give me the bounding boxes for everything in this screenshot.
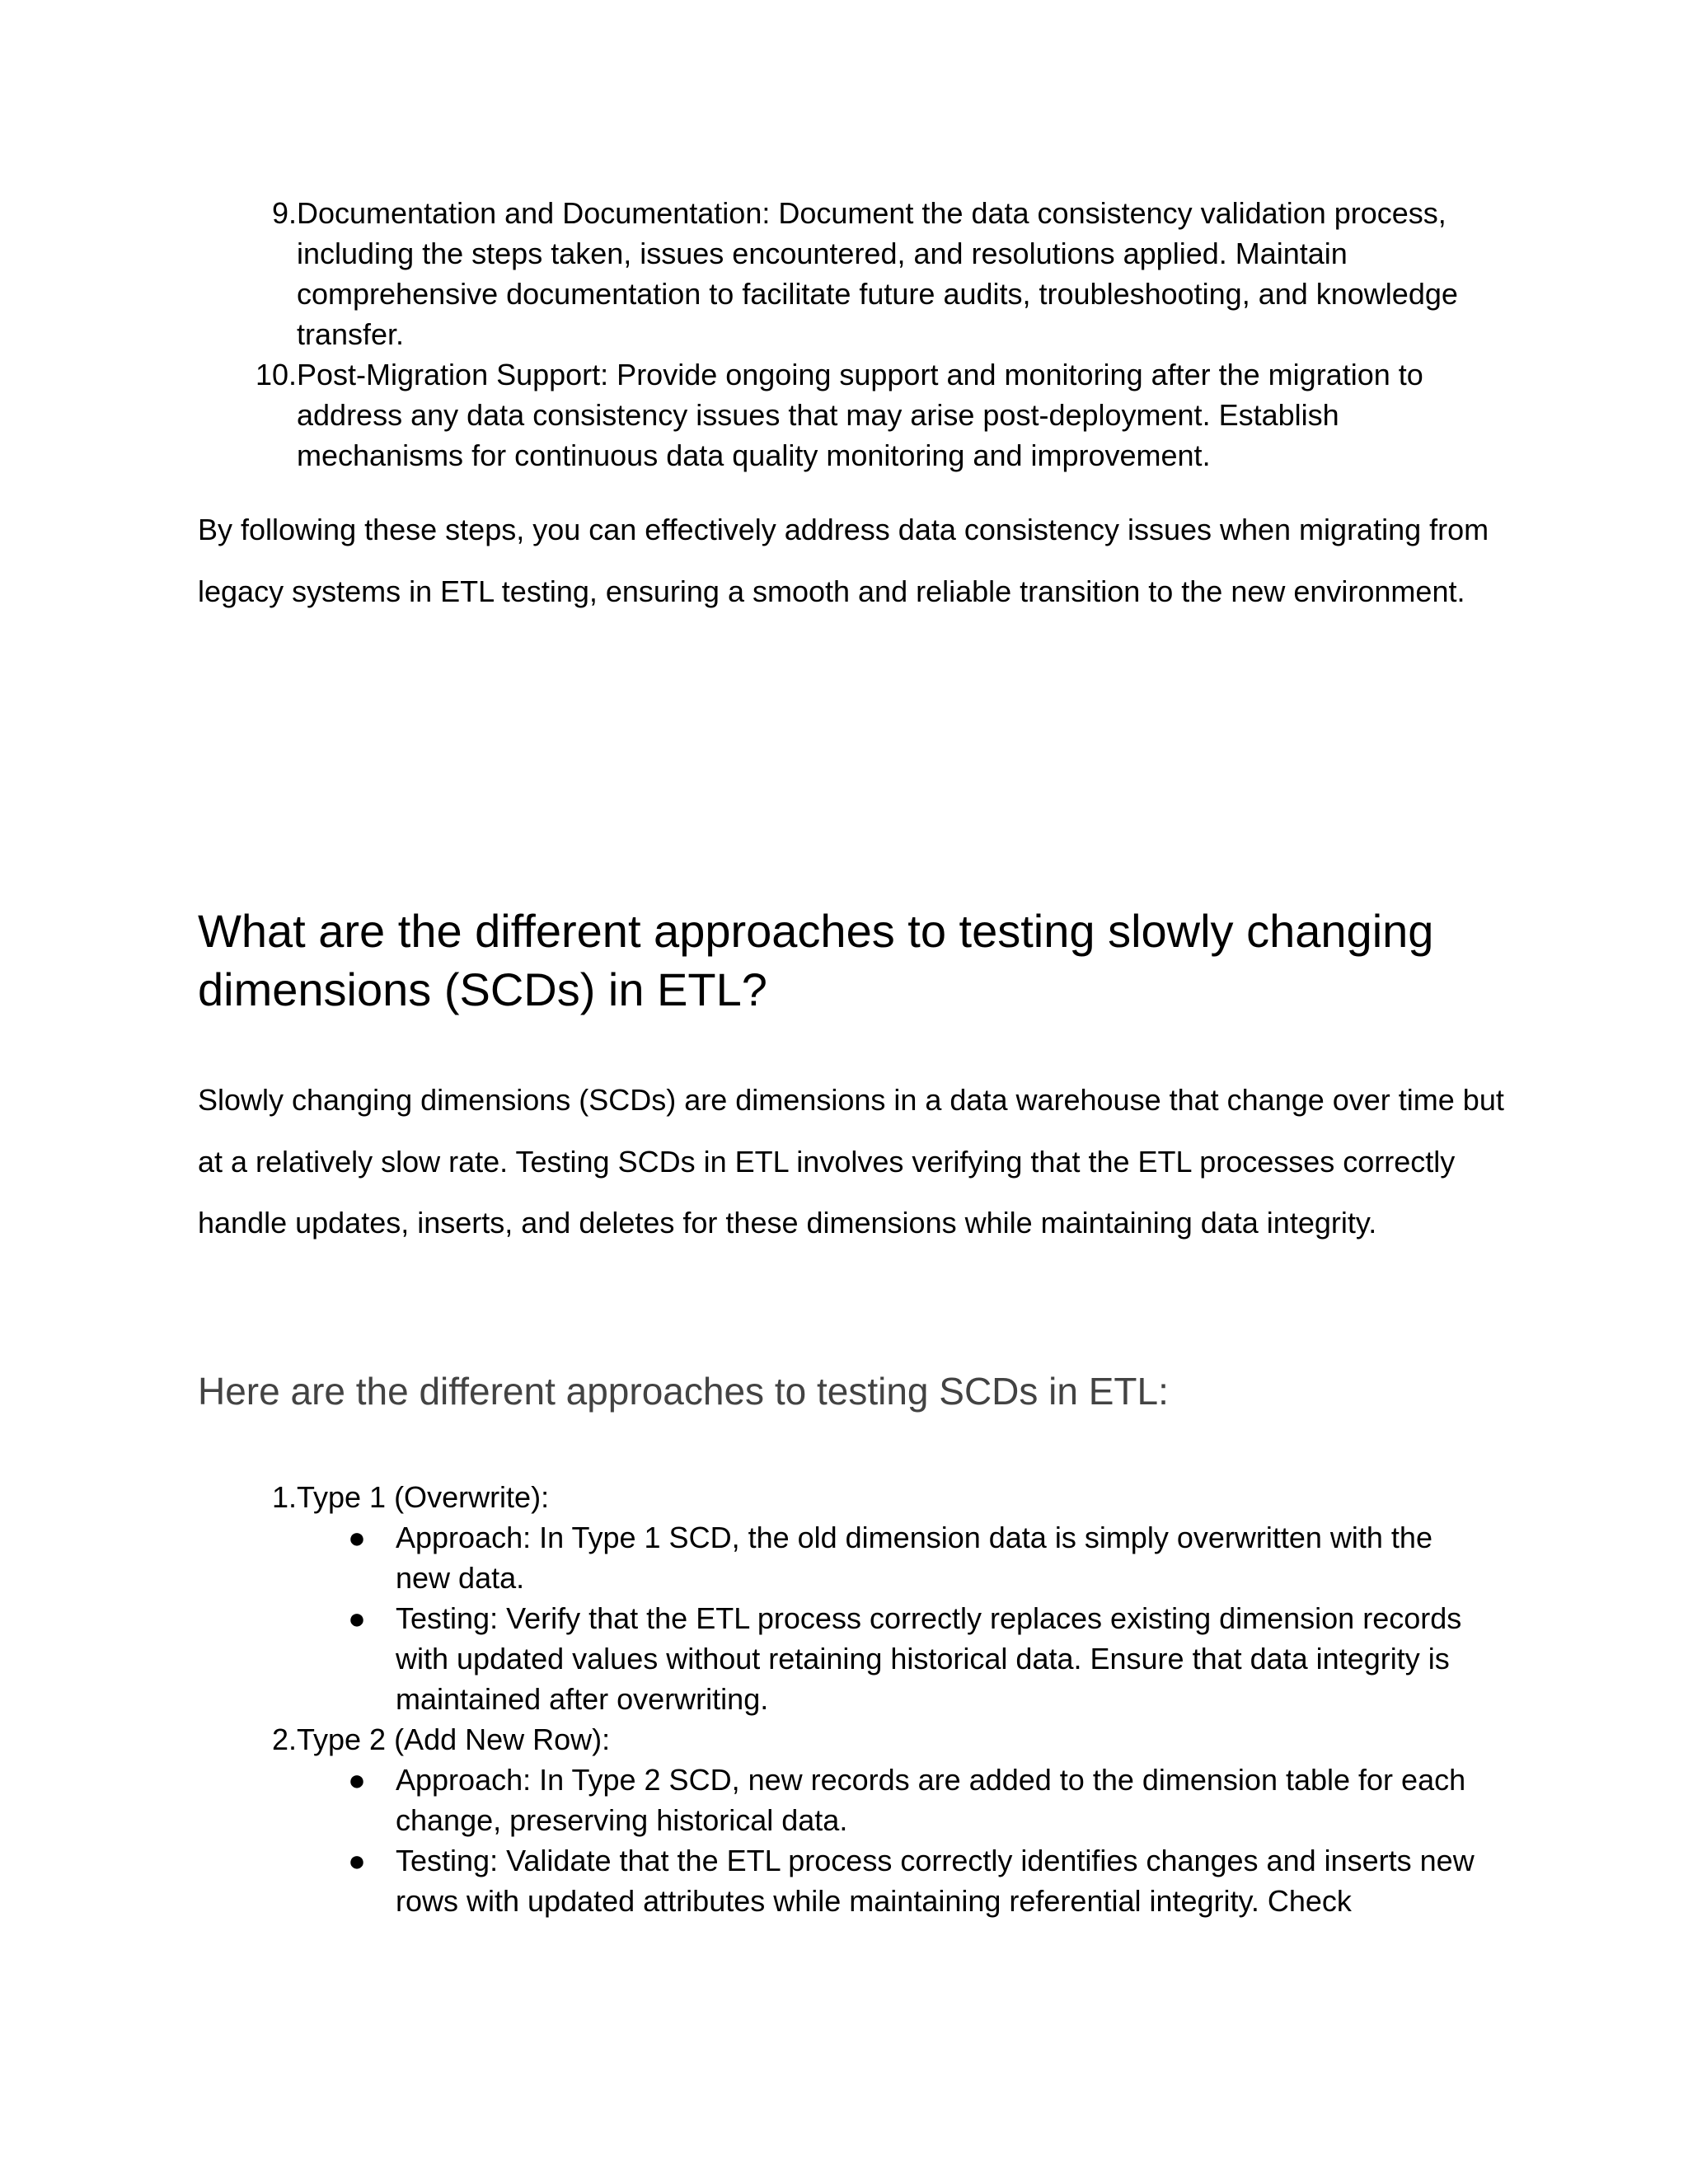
- bullet-icon: ●: [348, 1763, 366, 1797]
- approach-title: Type 2 (Add New Row):: [297, 1722, 611, 1756]
- list-number: 2.: [271, 1722, 297, 1756]
- bullet-icon: ●: [348, 1521, 366, 1554]
- bullet-text: Approach: In Type 2 SCD, new records are added to the dimension table for each change, preserving historical data.: [396, 1763, 1466, 1837]
- bullet-icon: ●: [348, 1844, 366, 1877]
- approach-title: Type 1 (Overwrite):: [297, 1480, 550, 1514]
- sub-heading: Here are the different approaches to testing SCDs in ETL:: [198, 1370, 1169, 1413]
- intro-paragraph: Slowly changing dimensions (SCDs) are dimensions in a data warehouse that change over time but at a relatively slow rate. Testing SCDs in ETL involves verifying that the ETL processes correctly handle updates, inserts, and deletes for these dimensions while maintaining data integrity.: [198, 1083, 1504, 1240]
- list-item-text: Documentation and Documentation: Document the data consistency validation process, including the steps taken, issues encountered, and resolutions applied. Maintain comprehensive documentation to facilitate future audits, troubleshooting, and knowledge transfer.: [297, 196, 1458, 351]
- bullet-icon: ●: [348, 1601, 366, 1635]
- list-number: 9.: [271, 196, 297, 230]
- list-item-text: Post-Migration Support: Provide ongoing support and monitoring after the migration to address any data consistency issues that may arise post-deployment. Establish mechanisms for continuous data quality monitoring and improvement.: [297, 358, 1423, 472]
- closing-paragraph: By following these steps, you can effectively address data consistency issues when migrating from legacy systems in ETL testing, ensuring a smooth and reliable transition to the new environment.: [198, 513, 1489, 608]
- list-number: 10.: [255, 358, 297, 391]
- section-heading: What are the different approaches to testing slowly changing dimensions (SCDs) in ETL?: [198, 905, 1434, 1015]
- bullet-text: Testing: Verify that the ETL process correctly replaces existing dimension records with updated values without retaining historical data. Ensure that data integrity is maintained after overwriting.: [396, 1601, 1462, 1716]
- bullet-text: Testing: Validate that the ETL process correctly identifies changes and inserts new rows with updated attributes while maintaining referential integrity. Check: [396, 1844, 1475, 1918]
- list-number: 1.: [271, 1480, 297, 1514]
- bullet-text: Approach: In Type 1 SCD, the old dimension data is simply overwritten with the new data.: [396, 1521, 1432, 1595]
